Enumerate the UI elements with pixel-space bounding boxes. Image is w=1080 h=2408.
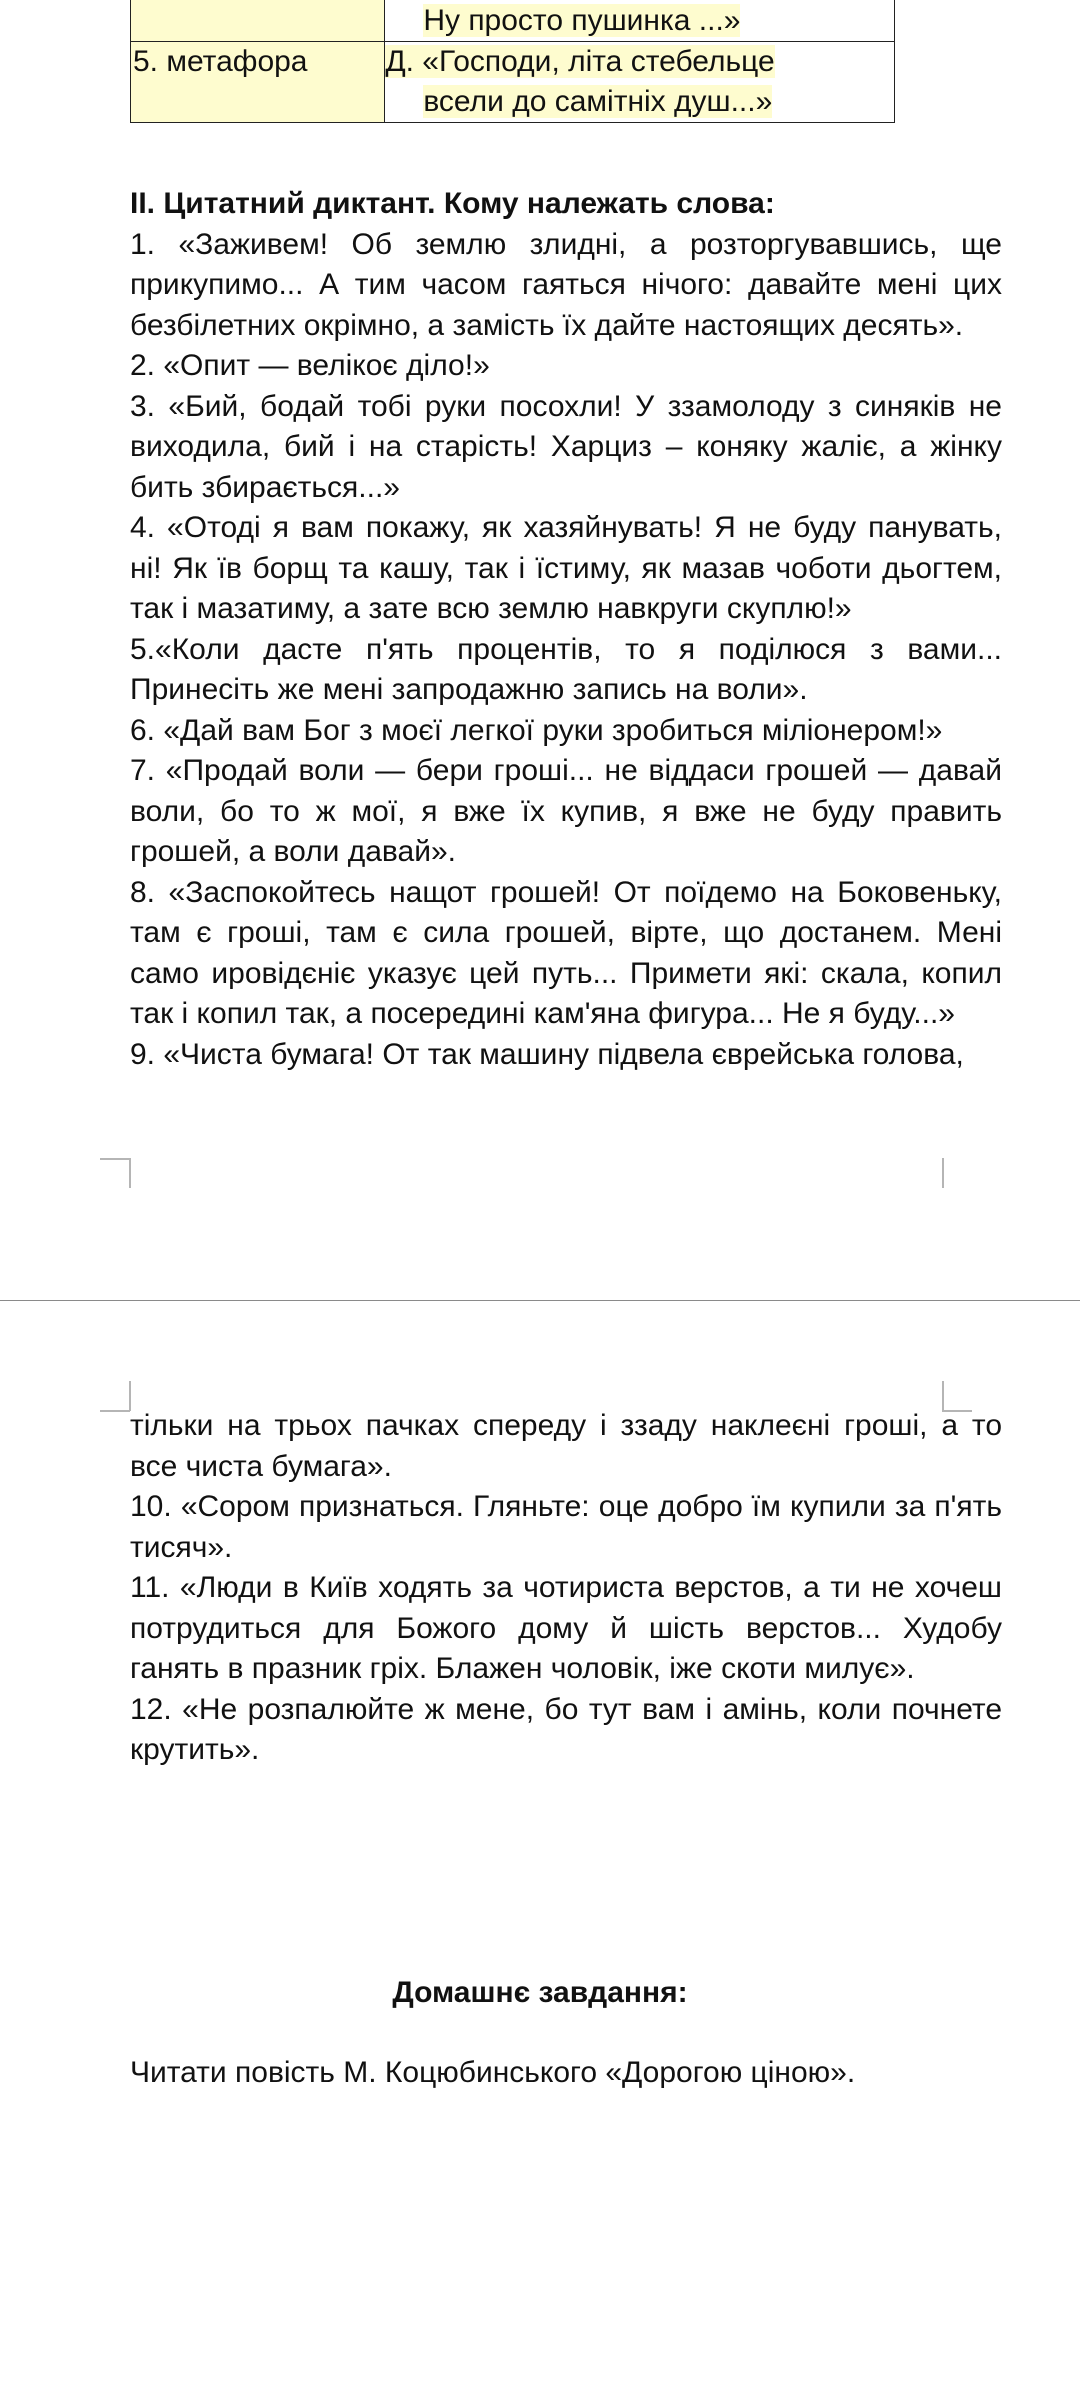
list-item: 7. «Продай воли — бери гроші... не віддаси грошей — давай воли, бо то ж мої, я вже їх купив, я вже не буду править грошей, а воли давай». (130, 754, 1002, 868)
list-item: 5.«Коли дасте п'ять процентів, то я поділюся з вами... Принесіть же мені запродажню запись на воли». (130, 632, 1002, 706)
table-cell-text: Ну просто пушинка ...» (423, 4, 741, 37)
table-cell-label: 5. метафора (133, 45, 308, 78)
document-page-2 (0, 1301, 1080, 2408)
list-item: 3. «Бий, бодай тобі руки посохли! У ззамолоду з синяків не виходила, бий і на старість! Харциз – коняку жаліє, а жінку бить збирається...» (130, 389, 1002, 504)
list-item: 1. «Заживем! Об землю злидні, а розторгувавшись, ще прикупимо... А тим часом гаяться нічого: давайте мені цих безбілетних окрімно, а замість їх дайте настоящих десять». (130, 227, 1002, 342)
table-cell-text: всели до самітніх душ...» (423, 85, 773, 118)
section-heading: ІІ. Цитатний диктант. Кому належать слова: (130, 187, 775, 220)
table-cell-text: Д. «Господи, літа стебельце (385, 45, 775, 78)
list-item: 9. «Чиста бумага! От так машину підвела єврейська голова, (130, 1037, 964, 1071)
list-item: 10. «Сором признаться. Гляньте: оце добро їм купили за п'ять тисяч». (130, 1490, 1002, 1564)
list-item: 6. «Дай вам Бог з моєї легкої руки зробиться міліонером!» (130, 713, 943, 747)
crop-mark (100, 1410, 130, 1412)
homework-text: Читати повість М. Коцюбинського «Дорогою ціною». (130, 2056, 856, 2089)
list-item: тільки на трьох пачках спереду і ззаду наклеєні гроші, а то все чиста бумага». (130, 1409, 1002, 1483)
table-cell (385, 0, 895, 42)
table-row (131, 0, 895, 42)
homework-section (130, 2053, 1002, 2094)
list-item: 2. «Опит — велікоє діло!» (130, 349, 490, 382)
list-item: 4. «Отоді я вам покажу, як хазяйнувать! Я не буду панувать, ні! Як їв борщ та кашу, так і їстиму, як мазав чоботи дьогтем, так і мазатиму, а зате всю землю навкруги скуплю!» (130, 511, 1002, 625)
list-item: 11. «Люди в Київ ходять за чотириста верстов, а ти не хочеш потрудиться для Божого дому й шість верстов... Худобу ганять в празник гріх. Блажен чоловік, іже скоти милує». (130, 1571, 1002, 1685)
crop-mark (942, 1158, 944, 1188)
table-cell (385, 42, 895, 123)
crop-mark (100, 1158, 130, 1160)
table-cell (131, 0, 385, 42)
section-2-continued (130, 1406, 1002, 1771)
matching-table (130, 0, 895, 123)
crop-mark (129, 1158, 131, 1188)
list-item: 8. «Заспокойтесь нащот грошей! От поїдемо на Боковеньку, там є гроші, там є сила грошей, вірте, що достанем. Мені само ировідєніє указує цей путь... Примети які: скала, копил так і копил так, а посередині кам'яна фигура... Не я буду...» (130, 875, 1002, 1030)
table-row (131, 42, 895, 123)
section-2 (130, 184, 1002, 1075)
list-item: 12. «Не розпалюйте ж мене, бо тут вам і амінь, коли почнете крутить». (130, 1692, 1002, 1766)
table-cell (131, 42, 385, 123)
homework-heading: Домашнє завдання: (392, 1976, 688, 2009)
